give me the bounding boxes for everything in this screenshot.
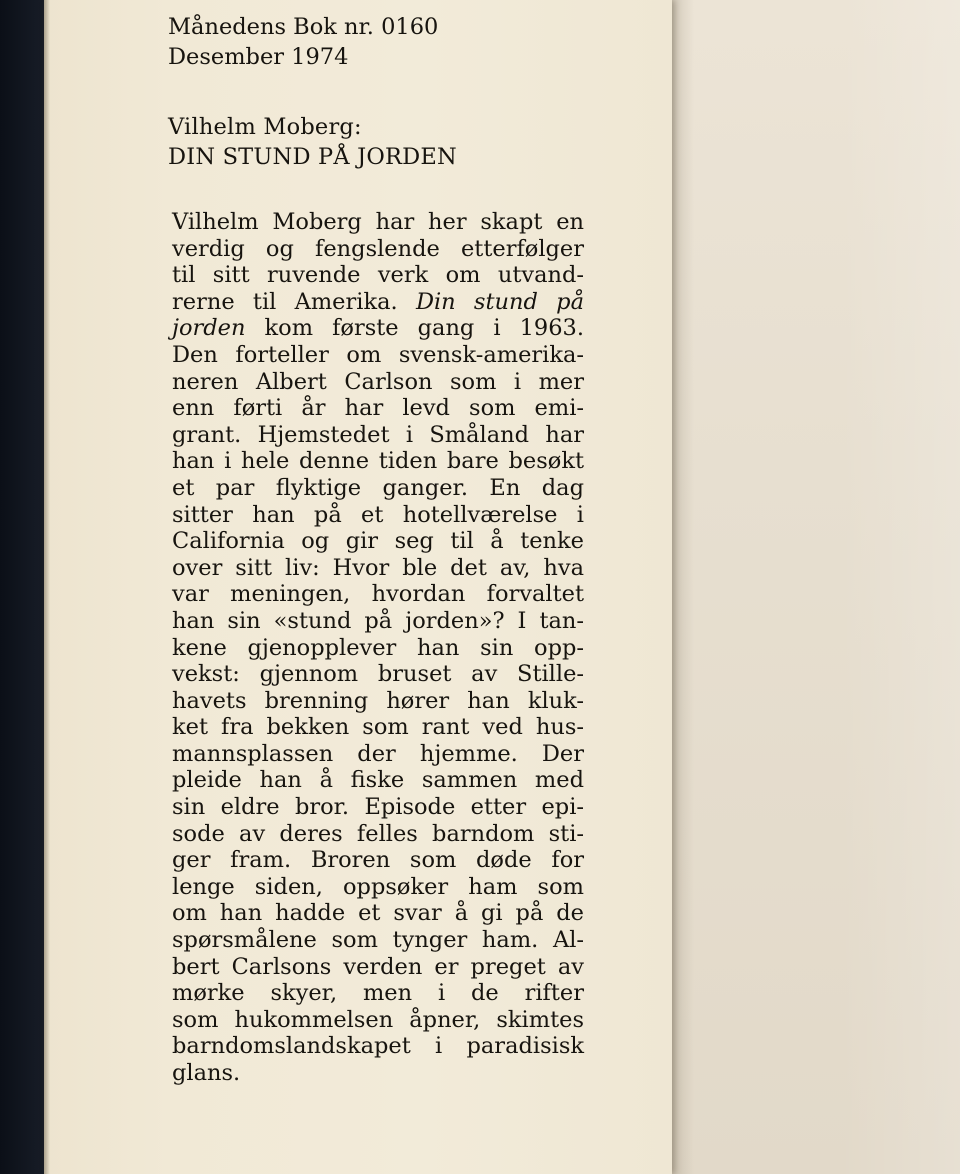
blurb-line: pleide han å fiske sammen med — [172, 767, 584, 794]
flap-edge-shadow — [44, 0, 50, 1174]
blurb-line: et par flyktige ganger. En dag — [172, 474, 584, 501]
blurb-line: sitter han på et hotellværelse i — [172, 501, 584, 528]
blurb-line: han sin «stund på jorden»? I tan- — [172, 607, 584, 634]
blurb-line — [172, 315, 584, 342]
blurb-line: kene gjenopplever han sin opp- — [172, 634, 584, 661]
blurb-paragraph — [168, 209, 584, 1087]
blurb-line: havets brenning hører han kluk- — [172, 687, 584, 714]
blurb-line: grant. Hjemstedet i Småland har — [172, 421, 584, 448]
blurb-line: som hukommelsen åpner, skimtes — [172, 1006, 584, 1033]
blurb-line: sin eldre bror. Episode etter epi- — [172, 794, 584, 821]
blurb-line: mørke skyer, men i de rifter — [172, 980, 584, 1007]
blurb-line: glans. — [172, 1060, 241, 1086]
light-glare — [840, 0, 960, 1174]
blurb-line: han i hele denne tiden bare besøkt — [172, 448, 584, 475]
blurb-line: spørsmålene som tynger ham. Al- — [172, 927, 584, 954]
blurb-fragment: rerne til Amerika. — [172, 288, 398, 315]
flap-text — [168, 12, 588, 1087]
blurb-line: California og gir seg til å tenke — [172, 528, 584, 555]
blurb-line: verdig og fengslende etterfølger — [172, 235, 584, 262]
issue-date: Desember 1974 — [168, 44, 349, 70]
blurb-line: Vilhelm Moberg har her skapt en — [172, 209, 584, 235]
blurb-line: enn førti år har levd som emi- — [172, 395, 584, 422]
blurb-italic-title: Din stund på — [415, 288, 584, 315]
blurb-line: ket fra bekken som rant ved hus- — [172, 714, 584, 741]
blurb-line: mannsplassen der hjemme. Der — [172, 740, 584, 767]
blurb-line: neren Albert Carlson som i mer — [172, 368, 584, 395]
blurb-line: var meningen, hvordan forvaltet — [172, 581, 584, 608]
book-title: DIN STUND PÅ JORDEN — [168, 144, 457, 170]
blurb-line: om han hadde et svar å gi på de — [172, 900, 584, 927]
blurb-line: barndomslandskapet i paradisisk — [172, 1033, 584, 1060]
blurb-fragment: kom første gang i 1963. — [264, 315, 584, 342]
blurb-line: vekst: gjennom bruset av Stille- — [172, 661, 584, 688]
blurb-line: over sitt liv: Hvor ble det av, hva — [172, 554, 584, 581]
blurb-italic-title: jorden — [172, 315, 246, 342]
blurb-line: til sitt ruvende verk om utvand- — [172, 262, 584, 289]
blurb-line: Den forteller om svensk-amerika- — [172, 341, 584, 368]
blurb-line: lenge siden, oppsøker ham som — [172, 873, 584, 900]
blurb-line — [172, 289, 584, 316]
book-club-number: Månedens Bok nr. 0160 — [168, 14, 439, 40]
author-name: Vilhelm Moberg: — [168, 114, 362, 140]
blurb-line: bert Carlsons verden er preget av — [172, 953, 584, 980]
blurb-line: ger fram. Broren som døde for — [172, 847, 584, 874]
blurb-line: sode av deres felles barndom sti- — [172, 820, 584, 847]
